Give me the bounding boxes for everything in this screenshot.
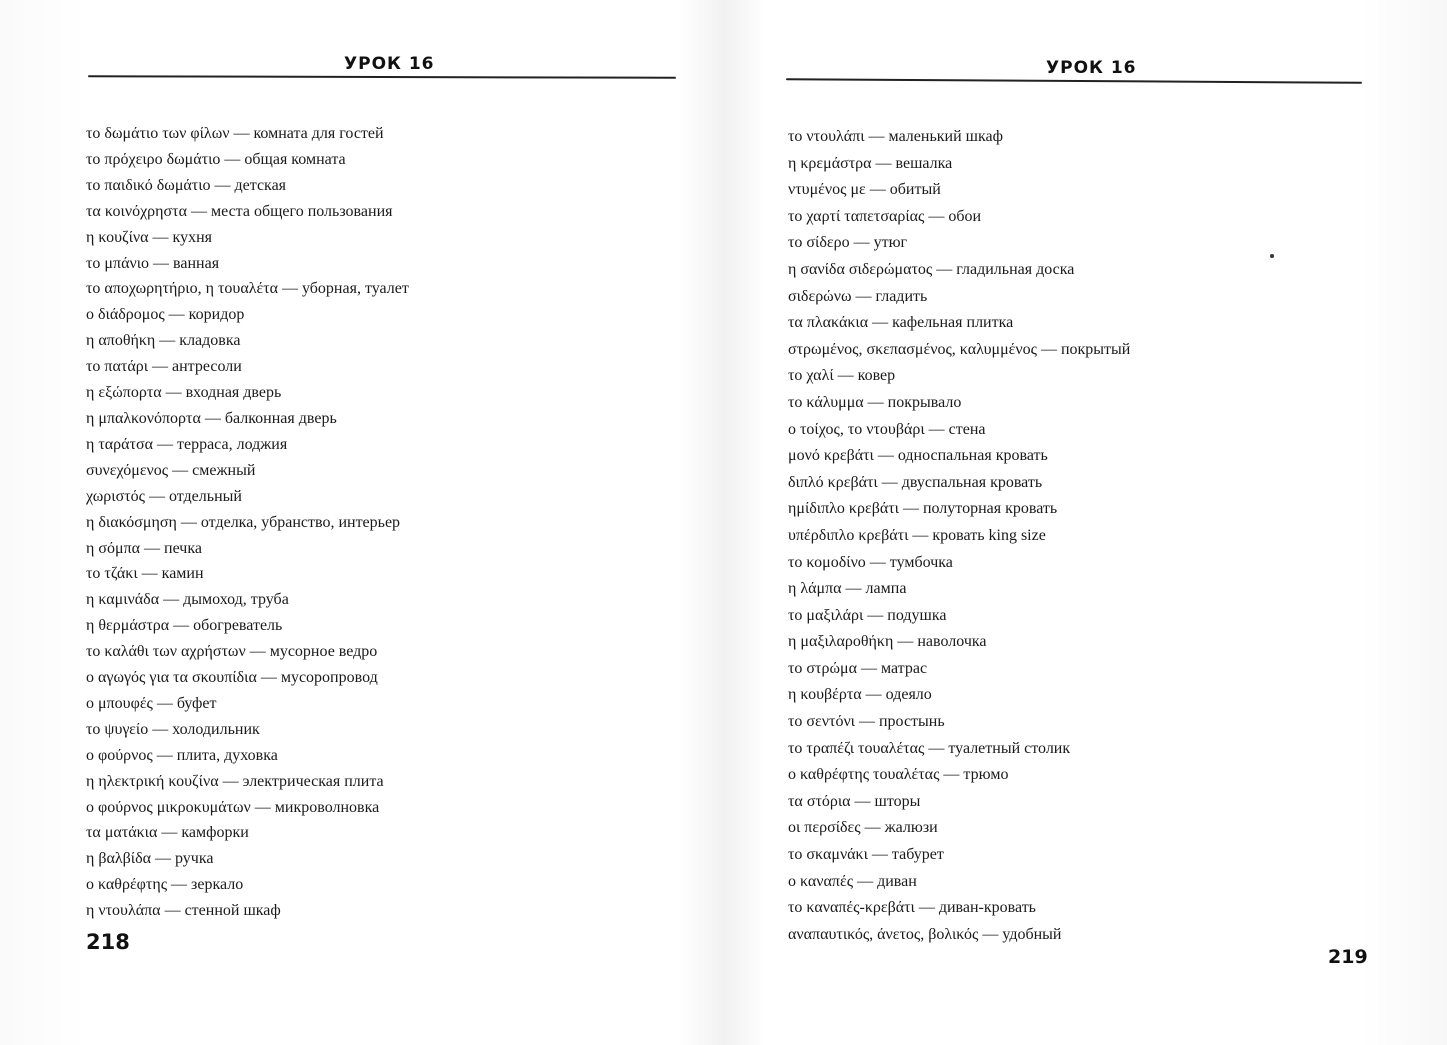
dash-separator: — xyxy=(881,473,898,491)
dash-separator: — xyxy=(867,606,884,624)
vocabulary-entry xyxy=(788,656,1130,683)
greek-term: η σόμπα xyxy=(86,539,141,557)
vocabulary-entry xyxy=(86,484,409,510)
vocabulary-entry xyxy=(788,443,1130,470)
dash-separator: — xyxy=(156,694,173,712)
dash-separator: — xyxy=(204,409,221,427)
russian-translation: жалюзи xyxy=(884,819,938,837)
greek-term: το ντουλάπι xyxy=(788,128,865,145)
dash-separator: — xyxy=(156,746,173,764)
greek-term: η εξώπορτα xyxy=(86,384,162,402)
greek-term: η λάμπα xyxy=(788,580,842,598)
russian-translation: терраса, лоджия xyxy=(176,435,288,453)
dash-separator: — xyxy=(877,447,894,465)
russian-translation: буфет xyxy=(176,694,217,712)
russian-translation: гладильная доска xyxy=(956,260,1075,278)
vocabulary-entry xyxy=(788,257,1130,284)
russian-translation: ванная xyxy=(173,254,220,272)
greek-term: η κουζίνα xyxy=(86,228,149,246)
vocabulary-entry xyxy=(86,380,409,406)
dash-separator: — xyxy=(156,435,173,453)
russian-translation: зеркало xyxy=(191,876,244,894)
russian-translation: маленький шкаф xyxy=(888,128,1003,145)
russian-translation: мусорное ведро xyxy=(269,643,378,661)
russian-translation: мусоропровод xyxy=(280,669,378,687)
russian-translation: кладовка xyxy=(179,332,241,350)
dash-separator: — xyxy=(869,181,886,199)
russian-translation: обогреватель xyxy=(193,617,283,635)
vocabulary-entry xyxy=(788,736,1130,763)
dash-separator: — xyxy=(233,125,250,142)
russian-translation: печка xyxy=(164,539,202,557)
greek-term: το τραπέζι τουαλέτας xyxy=(788,739,925,757)
dash-separator: — xyxy=(902,500,919,518)
greek-term: τα ματάκια xyxy=(86,824,158,842)
vocabulary-entry xyxy=(788,230,1130,257)
russian-translation: холодильник xyxy=(172,720,260,738)
russian-translation: комната для гостей xyxy=(253,125,384,142)
vocabulary-entry xyxy=(788,204,1130,231)
vocabulary-entry xyxy=(788,470,1130,497)
dash-separator: — xyxy=(855,287,872,305)
russian-translation: микроволновка xyxy=(274,798,380,816)
greek-term: το ψυγείο xyxy=(86,720,149,738)
dash-separator: — xyxy=(172,461,189,479)
dash-separator: — xyxy=(254,798,271,816)
dash-separator: — xyxy=(858,713,875,731)
greek-term: η θερμάστρα xyxy=(86,617,170,635)
dash-separator: — xyxy=(155,850,172,868)
dash-separator: — xyxy=(171,876,188,894)
vocabulary-entry xyxy=(788,310,1130,337)
greek-term: το πατάρι xyxy=(86,358,148,376)
dash-separator: — xyxy=(943,766,960,784)
greek-term: το σεντόνι xyxy=(788,713,855,731)
greek-term: το χαλί xyxy=(788,367,834,385)
vocabulary-entry xyxy=(788,895,1130,922)
dash-separator: — xyxy=(168,306,185,324)
greek-term: αναπαυτικός, άνετος, βολικός xyxy=(788,925,979,943)
vocabulary-list xyxy=(86,121,409,924)
dash-separator: — xyxy=(868,128,885,145)
dash-separator: — xyxy=(260,669,277,687)
russian-translation: трюмо xyxy=(963,766,1009,784)
dash-separator: — xyxy=(845,580,862,598)
greek-term: η κρεμάστρα xyxy=(788,154,872,172)
greek-term: ο φούρνος μικροκυμάτων xyxy=(86,798,251,816)
vocabulary-entry xyxy=(86,717,409,743)
russian-translation: табурет xyxy=(891,846,944,864)
dash-separator: — xyxy=(152,720,169,738)
greek-term: η διακόσμηση xyxy=(86,513,177,531)
russian-translation: ковер xyxy=(857,367,896,385)
vocabulary-entry xyxy=(788,177,1130,204)
dash-separator: — xyxy=(159,332,176,350)
russian-translation: диван-кровать xyxy=(938,899,1036,917)
greek-term: ο διάδρομος xyxy=(86,306,165,324)
russian-translation: стена xyxy=(948,420,986,438)
vocabulary-entry xyxy=(788,576,1130,603)
greek-term: ο τοίχος, το ντουβάρι xyxy=(788,420,925,438)
greek-term: το δωμάτιο των φίλων xyxy=(86,125,230,142)
greek-term: το σκαμνάκι xyxy=(788,846,868,864)
running-head: УРОК 16 xyxy=(1046,58,1137,78)
russian-translation: покрытый xyxy=(1060,340,1131,358)
vocabulary-entry xyxy=(86,820,409,846)
russian-translation: наволочка xyxy=(917,633,987,651)
greek-term: η μαξιλαροθήκη xyxy=(788,633,894,651)
dash-separator: — xyxy=(928,420,945,438)
dash-separator: — xyxy=(224,150,241,168)
greek-term: διπλό κρεβάτι xyxy=(788,473,878,491)
russian-translation: тумбочка xyxy=(889,553,953,571)
russian-translation: полуторная кровать xyxy=(922,500,1058,518)
vocabulary-entry xyxy=(788,789,1130,816)
russian-translation: отделка, убранство, интерьер xyxy=(200,513,401,531)
vocabulary-entry xyxy=(86,536,409,562)
vocabulary-entry xyxy=(86,147,409,173)
greek-term: η μπαλκονόπορτα xyxy=(86,409,201,427)
russian-translation: матрас xyxy=(880,659,928,677)
russian-translation: стенной шкаф xyxy=(184,902,281,920)
russian-translation: кафельная плитка xyxy=(892,314,1014,332)
greek-term: το μαξιλάρι xyxy=(788,606,864,624)
vocabulary-entry xyxy=(788,151,1130,178)
dash-separator: — xyxy=(161,824,178,842)
greek-term: η ηλεκτρική κουζίνα xyxy=(86,772,219,790)
greek-term: η αποθήκη xyxy=(86,332,156,350)
vocabulary-entry xyxy=(86,613,409,639)
vocabulary-entry xyxy=(86,587,409,613)
greek-term: ο φούρνος xyxy=(86,746,153,764)
russian-translation: уборная, туалет xyxy=(302,280,409,298)
greek-term: ημίδιπλο κρεβάτι xyxy=(788,500,899,518)
vocabulary-entry xyxy=(788,390,1130,417)
dash-separator: — xyxy=(918,899,935,917)
greek-term: το τζάκι xyxy=(86,565,138,583)
vocabulary-entry xyxy=(788,337,1130,364)
right-page xyxy=(724,0,1447,1045)
greek-term: το καναπές-κρεβάτι xyxy=(788,899,915,917)
russian-translation: входная дверь xyxy=(185,384,282,402)
vocabulary-entry xyxy=(86,458,409,484)
russian-translation: общая комната xyxy=(244,150,346,168)
vocabulary-entry xyxy=(86,225,409,251)
vocabulary-entry xyxy=(788,363,1130,390)
vocabulary-entry xyxy=(788,709,1130,736)
russian-translation: смежный xyxy=(192,461,256,479)
running-head: УРОК 16 xyxy=(344,54,435,74)
russian-translation: электрическая плита xyxy=(242,772,384,790)
greek-term: σιδερώνω xyxy=(788,287,852,305)
dash-separator: — xyxy=(173,617,190,635)
russian-translation: места общего пользования xyxy=(210,202,393,220)
greek-term: το στρώμα xyxy=(788,659,857,677)
vocabulary-entry xyxy=(86,432,409,458)
russian-translation: камин xyxy=(161,565,204,583)
russian-translation: лампа xyxy=(865,580,907,598)
dash-separator: — xyxy=(867,393,884,411)
vocabulary-entry xyxy=(86,199,409,225)
dash-separator: — xyxy=(853,234,870,252)
dash-separator: — xyxy=(857,872,874,890)
russian-translation: гладить xyxy=(875,287,928,305)
russian-translation: отдельный xyxy=(168,487,242,505)
dash-separator: — xyxy=(1040,340,1057,358)
dash-separator: — xyxy=(163,591,180,609)
russian-translation: детская xyxy=(234,176,287,194)
vocabulary-entry xyxy=(86,639,409,665)
greek-term: συνεχόμενος xyxy=(86,461,169,479)
vocabulary-entry xyxy=(86,846,409,872)
dash-separator: — xyxy=(152,228,169,246)
dash-separator: — xyxy=(152,358,168,376)
russian-translation: коридор xyxy=(188,306,245,324)
vocabulary-entry xyxy=(86,898,409,924)
dash-separator: — xyxy=(912,526,929,544)
dash-separator: — xyxy=(164,902,181,920)
greek-term: η καμινάδα xyxy=(86,591,160,609)
dash-separator: — xyxy=(249,643,266,661)
dash-separator: — xyxy=(190,202,207,220)
vocabulary-entry xyxy=(86,743,409,769)
dash-separator: — xyxy=(282,280,298,298)
vocabulary-entry xyxy=(788,550,1130,577)
vocabulary-entry xyxy=(86,795,409,821)
greek-term: η ντουλάπα xyxy=(86,902,161,920)
dash-separator: — xyxy=(928,739,945,757)
russian-translation: шторы xyxy=(874,792,921,810)
page-number: 219 xyxy=(1328,946,1368,968)
greek-term: ο αγωγός για τα σκουπίδια xyxy=(86,669,257,687)
greek-term: το πρόχειρο δωμάτιο xyxy=(86,150,221,168)
greek-term: το σίδερο xyxy=(788,234,850,252)
vocabulary-entry xyxy=(788,284,1130,311)
russian-translation: одеяло xyxy=(885,686,932,704)
vocabulary-entry xyxy=(86,328,409,354)
greek-term: η κουβέρτα xyxy=(788,686,862,704)
vocabulary-entry xyxy=(788,922,1130,949)
vocabulary-entry xyxy=(788,815,1130,842)
greek-term: ο καθρέφτης xyxy=(86,876,168,894)
vocabulary-entry xyxy=(788,869,1130,896)
greek-term: η βαλβίδα xyxy=(86,850,152,868)
russian-translation: двуспальная кровать xyxy=(901,473,1043,491)
header-rule xyxy=(786,78,1362,84)
dash-separator: — xyxy=(875,154,892,172)
header-rule xyxy=(88,75,676,79)
russian-translation: простынь xyxy=(878,713,945,731)
vocabulary-entry xyxy=(788,603,1130,630)
greek-term: η σανίδα σιδερώματος xyxy=(788,260,933,278)
russian-translation: подушка xyxy=(887,606,947,624)
greek-term: το κάλυμμα xyxy=(788,393,864,411)
greek-term: η ταράτσα xyxy=(86,435,153,453)
vocabulary-entry xyxy=(86,276,409,302)
greek-term: τα κοινόχρηστα xyxy=(86,202,187,220)
vocabulary-entry xyxy=(86,251,409,277)
dash-separator: — xyxy=(872,314,889,332)
russian-translation: туалетный столик xyxy=(948,739,1071,757)
greek-term: ντυμένος με xyxy=(788,181,866,199)
dash-separator: — xyxy=(936,260,953,278)
russian-translation: кровать king size xyxy=(932,526,1046,544)
vocabulary-entry xyxy=(86,769,409,795)
russian-translation: односпальная кровать xyxy=(897,447,1048,465)
vocabulary-entry xyxy=(788,762,1130,789)
dash-separator: — xyxy=(864,819,881,837)
russian-translation: удобный xyxy=(1002,925,1062,943)
vocabulary-entry xyxy=(788,523,1130,550)
dash-separator: — xyxy=(897,633,914,651)
dash-separator: — xyxy=(148,487,165,505)
greek-term: χωριστός xyxy=(86,487,145,505)
vocabulary-list xyxy=(788,124,1130,948)
greek-term: μονό κρεβάτι xyxy=(788,447,874,465)
vocabulary-entry xyxy=(86,406,409,432)
dash-separator: — xyxy=(144,539,161,557)
vocabulary-entry xyxy=(86,173,409,199)
greek-term: υπέρδιπλο κρεβάτι xyxy=(788,526,909,544)
dash-separator: — xyxy=(222,772,239,790)
vocabulary-entry xyxy=(788,496,1130,523)
vocabulary-entry xyxy=(788,417,1130,444)
russian-translation: диван xyxy=(877,872,917,890)
greek-term: ο μπουφές xyxy=(86,694,153,712)
vocabulary-entry xyxy=(86,354,409,380)
vocabulary-entry xyxy=(788,682,1130,709)
dash-separator: — xyxy=(165,384,182,402)
russian-translation: обитый xyxy=(889,181,941,199)
greek-term: το αποχωρητήριο, η τουαλέτα xyxy=(86,280,278,298)
vocabulary-entry xyxy=(86,302,409,328)
dash-separator: — xyxy=(180,513,197,531)
russian-translation: обои xyxy=(948,207,982,225)
vocabulary-entry xyxy=(86,872,409,898)
vocabulary-entry xyxy=(86,665,409,691)
left-page xyxy=(0,0,723,1045)
vocabulary-entry xyxy=(788,629,1130,656)
dash-separator: — xyxy=(869,553,886,571)
vocabulary-entry xyxy=(86,510,409,536)
greek-term: το μπάνιο xyxy=(86,254,150,272)
greek-term: το καλάθι των αχρήστων xyxy=(86,643,246,661)
greek-term: το κομοδίνο xyxy=(788,553,866,571)
vocabulary-entry xyxy=(86,121,409,147)
vocabulary-entry xyxy=(788,124,1130,151)
russian-translation: плита, духовка xyxy=(176,746,278,764)
greek-term: στρωμένος, σκεπασμένος, καλυμμένος xyxy=(788,340,1037,358)
dash-separator: — xyxy=(860,659,877,677)
greek-term: οι περσίδες xyxy=(788,819,861,837)
russian-translation: кухня xyxy=(172,228,213,246)
russian-translation: ручка xyxy=(175,850,214,868)
russian-translation: антресоли xyxy=(172,358,242,376)
dash-separator: — xyxy=(141,565,158,583)
dash-separator: — xyxy=(837,367,854,385)
russian-translation: утюг xyxy=(873,234,908,252)
greek-term: το παιδικό δωμάτιο xyxy=(86,176,211,194)
print-speck xyxy=(1270,254,1274,258)
russian-translation: дымоход, труба xyxy=(183,591,289,609)
russian-translation: камфорки xyxy=(181,824,249,842)
dash-separator: — xyxy=(928,207,945,225)
greek-term: ο καναπές xyxy=(788,872,854,890)
vocabulary-entry xyxy=(86,561,409,587)
page-number: 218 xyxy=(86,930,130,954)
vocabulary-entry xyxy=(86,691,409,717)
greek-term: το χαρτί ταπετσαρίας xyxy=(788,207,925,225)
greek-term: τα στόρια xyxy=(788,792,851,810)
vocabulary-entry xyxy=(788,842,1130,869)
russian-translation: покрывало xyxy=(887,393,962,411)
dash-separator: — xyxy=(153,254,170,272)
dash-separator: — xyxy=(214,176,231,194)
russian-translation: балконная дверь xyxy=(224,409,337,427)
russian-translation: вешалка xyxy=(895,154,953,172)
dash-separator: — xyxy=(982,925,999,943)
dash-separator: — xyxy=(865,686,882,704)
greek-term: ο καθρέφτης τουαλέτας xyxy=(788,766,940,784)
dash-separator: — xyxy=(871,846,888,864)
greek-term: τα πλακάκια xyxy=(788,314,869,332)
dash-separator: — xyxy=(854,792,871,810)
